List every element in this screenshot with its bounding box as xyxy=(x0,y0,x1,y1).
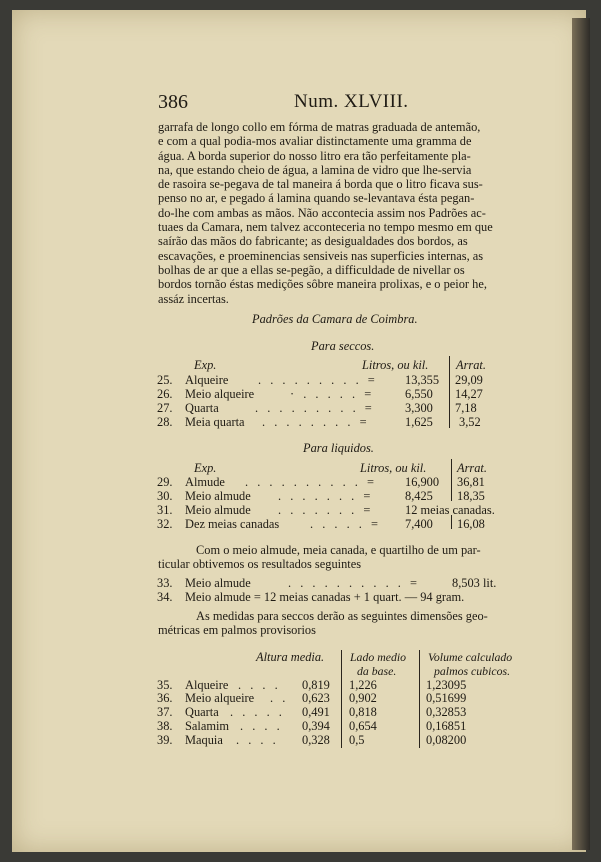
result-number: 34. xyxy=(157,590,173,604)
dry-col-arrat: Arrat. xyxy=(456,358,486,372)
leader-dots: . . . . . . . . = xyxy=(262,415,370,429)
paragraph-line: Com o meio almude, meia canada, e quartilho de um par- xyxy=(196,543,481,557)
dry-row-number: 28. xyxy=(157,415,173,429)
dry-row-name: Alqueire xyxy=(185,373,229,387)
geo-row-lado: 0,818 xyxy=(349,705,377,719)
liquid-col-arrat: Arrat. xyxy=(457,461,487,475)
result-text: Meio almude xyxy=(185,576,251,590)
liquid-row-number: 30. xyxy=(157,489,173,503)
leader-dots: . . . . xyxy=(240,719,283,733)
geo-column-rule xyxy=(419,650,420,748)
dry-column-rule xyxy=(449,356,450,428)
liquid-row-number: 31. xyxy=(157,503,173,517)
geo-row-volume: 0,16851 xyxy=(426,719,467,733)
liquid-col-litros: Litros, ou kil. xyxy=(360,461,427,475)
paragraph-line: ticular obtivemos os resultados seguintes xyxy=(158,557,362,571)
paragraph-line: bordos tornão éstas medições sôbre maneira prolixas, e o peior he, xyxy=(158,277,487,292)
paragraph-line: na, que estando cheio de água, a lamina de vidro que lhe-servia xyxy=(158,162,472,177)
geo-row-lado: 0,654 xyxy=(349,719,377,733)
liquid-row-name: Almude xyxy=(185,475,225,489)
geo-row-name: Maquia xyxy=(185,733,223,747)
geo-col-volume: Volume calculado xyxy=(428,650,513,664)
leader-dots: . . . . . . . . . . = xyxy=(245,475,377,489)
geo-row-altura: 0,819 xyxy=(302,678,330,692)
geo-row-name: Quarta xyxy=(185,705,219,719)
liquid-subtitle: Para liquidos. xyxy=(303,441,374,455)
liquid-row-name: Dez meias canadas xyxy=(185,517,280,531)
page-number: 386 xyxy=(158,91,188,113)
geo-col-altura: Altura media. xyxy=(256,650,325,664)
paragraph-line: garrafa de longo collo em fórma de matras graduada de antemão, xyxy=(158,120,481,134)
geo-row-volume: 0,08200 xyxy=(426,733,467,747)
leader-dots: . . . . xyxy=(238,678,281,692)
paragraph-line: e com a qual podia-mos avaliar distinctamente uma gramma de xyxy=(158,134,472,149)
liquid-row-litros: 12 meias canadas. xyxy=(405,503,495,517)
geo-row-lado: 1,226 xyxy=(349,678,377,692)
liquid-row-arrat: 36,81 xyxy=(457,475,485,489)
dry-row-name: Quarta xyxy=(185,401,219,415)
paragraph-line: saírão das mãos do fabricante; as desigualdades dos bordos, as xyxy=(158,234,468,249)
paragraph-line: As medidas para seccos derão as seguintes dimensões geo- xyxy=(196,609,488,623)
geo-row-name: Salamim xyxy=(185,719,230,733)
leader-dots: . . . . xyxy=(236,733,279,747)
paragraph-line: bolhas de ar que a ellas se-pegão, a difficuldade de nivellar os xyxy=(158,262,465,277)
leader-dots: . . . . . . . . . = xyxy=(255,401,375,415)
liquid-row-name: Meio almude xyxy=(185,489,251,503)
dry-row-litros: 1,625 xyxy=(405,415,433,429)
leader-dots: . . . . . . . = xyxy=(278,489,374,503)
paragraph-line: penso no ar, e pegado á lamina quando se-levantava ésta pegan- xyxy=(158,191,475,206)
geo-col-lado: da base. xyxy=(357,664,397,678)
geo-row-volume: 0,32853 xyxy=(426,705,467,719)
geo-row-name: Alqueire xyxy=(185,678,229,692)
liquid-row-litros: 8,425 xyxy=(405,489,433,503)
geo-row-number: 37. xyxy=(157,705,173,719)
dry-col-exp: Exp. xyxy=(194,358,217,372)
paragraph-line: assáz incertas. xyxy=(158,291,229,306)
paragraph-line: tuaes da Camara, nem talvez acconteceria no tempo mesmo em que xyxy=(158,220,493,235)
liquid-row-arrat: 18,35 xyxy=(457,489,485,503)
result-text: Meio almude = 12 meias canadas + 1 quart. — 94 gram. xyxy=(185,590,465,604)
dry-row-litros: 6,550 xyxy=(405,387,433,401)
paragraph-line: de rasoira se-pegava de tal maneira á borda que o litro ficava sus- xyxy=(158,177,483,192)
result-value: 8,503 lit. xyxy=(452,576,497,590)
leader-dots: . . . . . = xyxy=(310,517,381,531)
leader-dots: . . . . . . . . . = xyxy=(258,373,378,387)
liquid-row-number: 32. xyxy=(157,517,173,531)
dry-row-number: 26. xyxy=(157,387,173,401)
geo-row-lado: 0,902 xyxy=(349,691,377,705)
dry-row-name: Meia quarta xyxy=(185,415,245,429)
leader-dots: . . . . . xyxy=(230,705,285,719)
dry-row-litros: 3,300 xyxy=(405,401,433,415)
book-binding xyxy=(572,18,590,850)
paragraph-line: escavações, e proeminencias sensiveis nas superficies internas, as xyxy=(158,248,484,263)
geo-row-number: 36. xyxy=(157,691,173,705)
liquid-row-litros: 16,900 xyxy=(405,475,440,489)
dry-row-arrat: 14,27 xyxy=(455,387,483,401)
dry-subtitle: Para seccos. xyxy=(311,339,375,353)
paragraph-line: do-lhe com ambas as mãos. Não accontecia assim nos Padrões ac- xyxy=(158,205,486,220)
liquid-row-name: Meio almude xyxy=(185,503,251,517)
liquid-row-arrat: 16,08 xyxy=(457,517,485,531)
liquid-col-exp: Exp. xyxy=(194,461,217,475)
dry-row-name: Meio alqueire xyxy=(185,387,255,401)
leader-dots: · . . . . . = xyxy=(290,387,375,401)
liquid-row-number: 29. xyxy=(157,475,173,489)
dry-row-arrat: 3,52 xyxy=(459,415,481,429)
geo-row-number: 38. xyxy=(157,719,173,733)
dry-row-number: 27. xyxy=(157,401,173,415)
liquid-column-rule xyxy=(451,459,452,501)
leader-dots: . . . . . . . . . . = xyxy=(288,576,420,590)
geo-row-number: 35. xyxy=(157,678,173,692)
geo-row-number: 39. xyxy=(157,733,173,747)
geo-row-altura: 0,491 xyxy=(302,705,330,719)
paragraph-line: métricas em palmos provisorios xyxy=(158,623,316,637)
geo-row-altura: 0,394 xyxy=(302,719,330,733)
leader-dots: . . . . . . . = xyxy=(278,503,374,517)
dry-row-litros: 13,355 xyxy=(405,373,440,387)
geo-row-volume: 0,51699 xyxy=(426,691,467,705)
result-number: 33. xyxy=(157,576,173,590)
geo-col-lado: Lado medio xyxy=(350,650,407,664)
page-header-title: Num. XLVIII. xyxy=(294,91,409,112)
geo-row-altura: 0,623 xyxy=(302,691,330,705)
geo-row-name: Meio alqueire xyxy=(185,691,255,705)
dry-row-number: 25. xyxy=(157,373,173,387)
dry-col-litros: Litros, ou kil. xyxy=(362,358,429,372)
section-title: Padrões da Camara de Coimbra. xyxy=(252,312,418,326)
geo-row-altura: 0,328 xyxy=(302,733,330,747)
geo-row-volume: 1,23095 xyxy=(426,678,467,692)
leader-dots: . . xyxy=(270,691,289,705)
body-paragraph xyxy=(158,120,536,306)
geo-col-volume: palmos cubicos. xyxy=(434,664,511,678)
dry-row-arrat: 29,09 xyxy=(455,373,483,387)
liquid-row-litros: 7,400 xyxy=(405,517,433,531)
geo-column-rule xyxy=(341,650,342,748)
paragraph-line: água. A borda superior do nosso litro era tão perfeitamente pla- xyxy=(158,148,471,163)
geo-row-lado: 0,5 xyxy=(349,733,365,747)
dry-row-arrat: 7,18 xyxy=(455,401,477,415)
